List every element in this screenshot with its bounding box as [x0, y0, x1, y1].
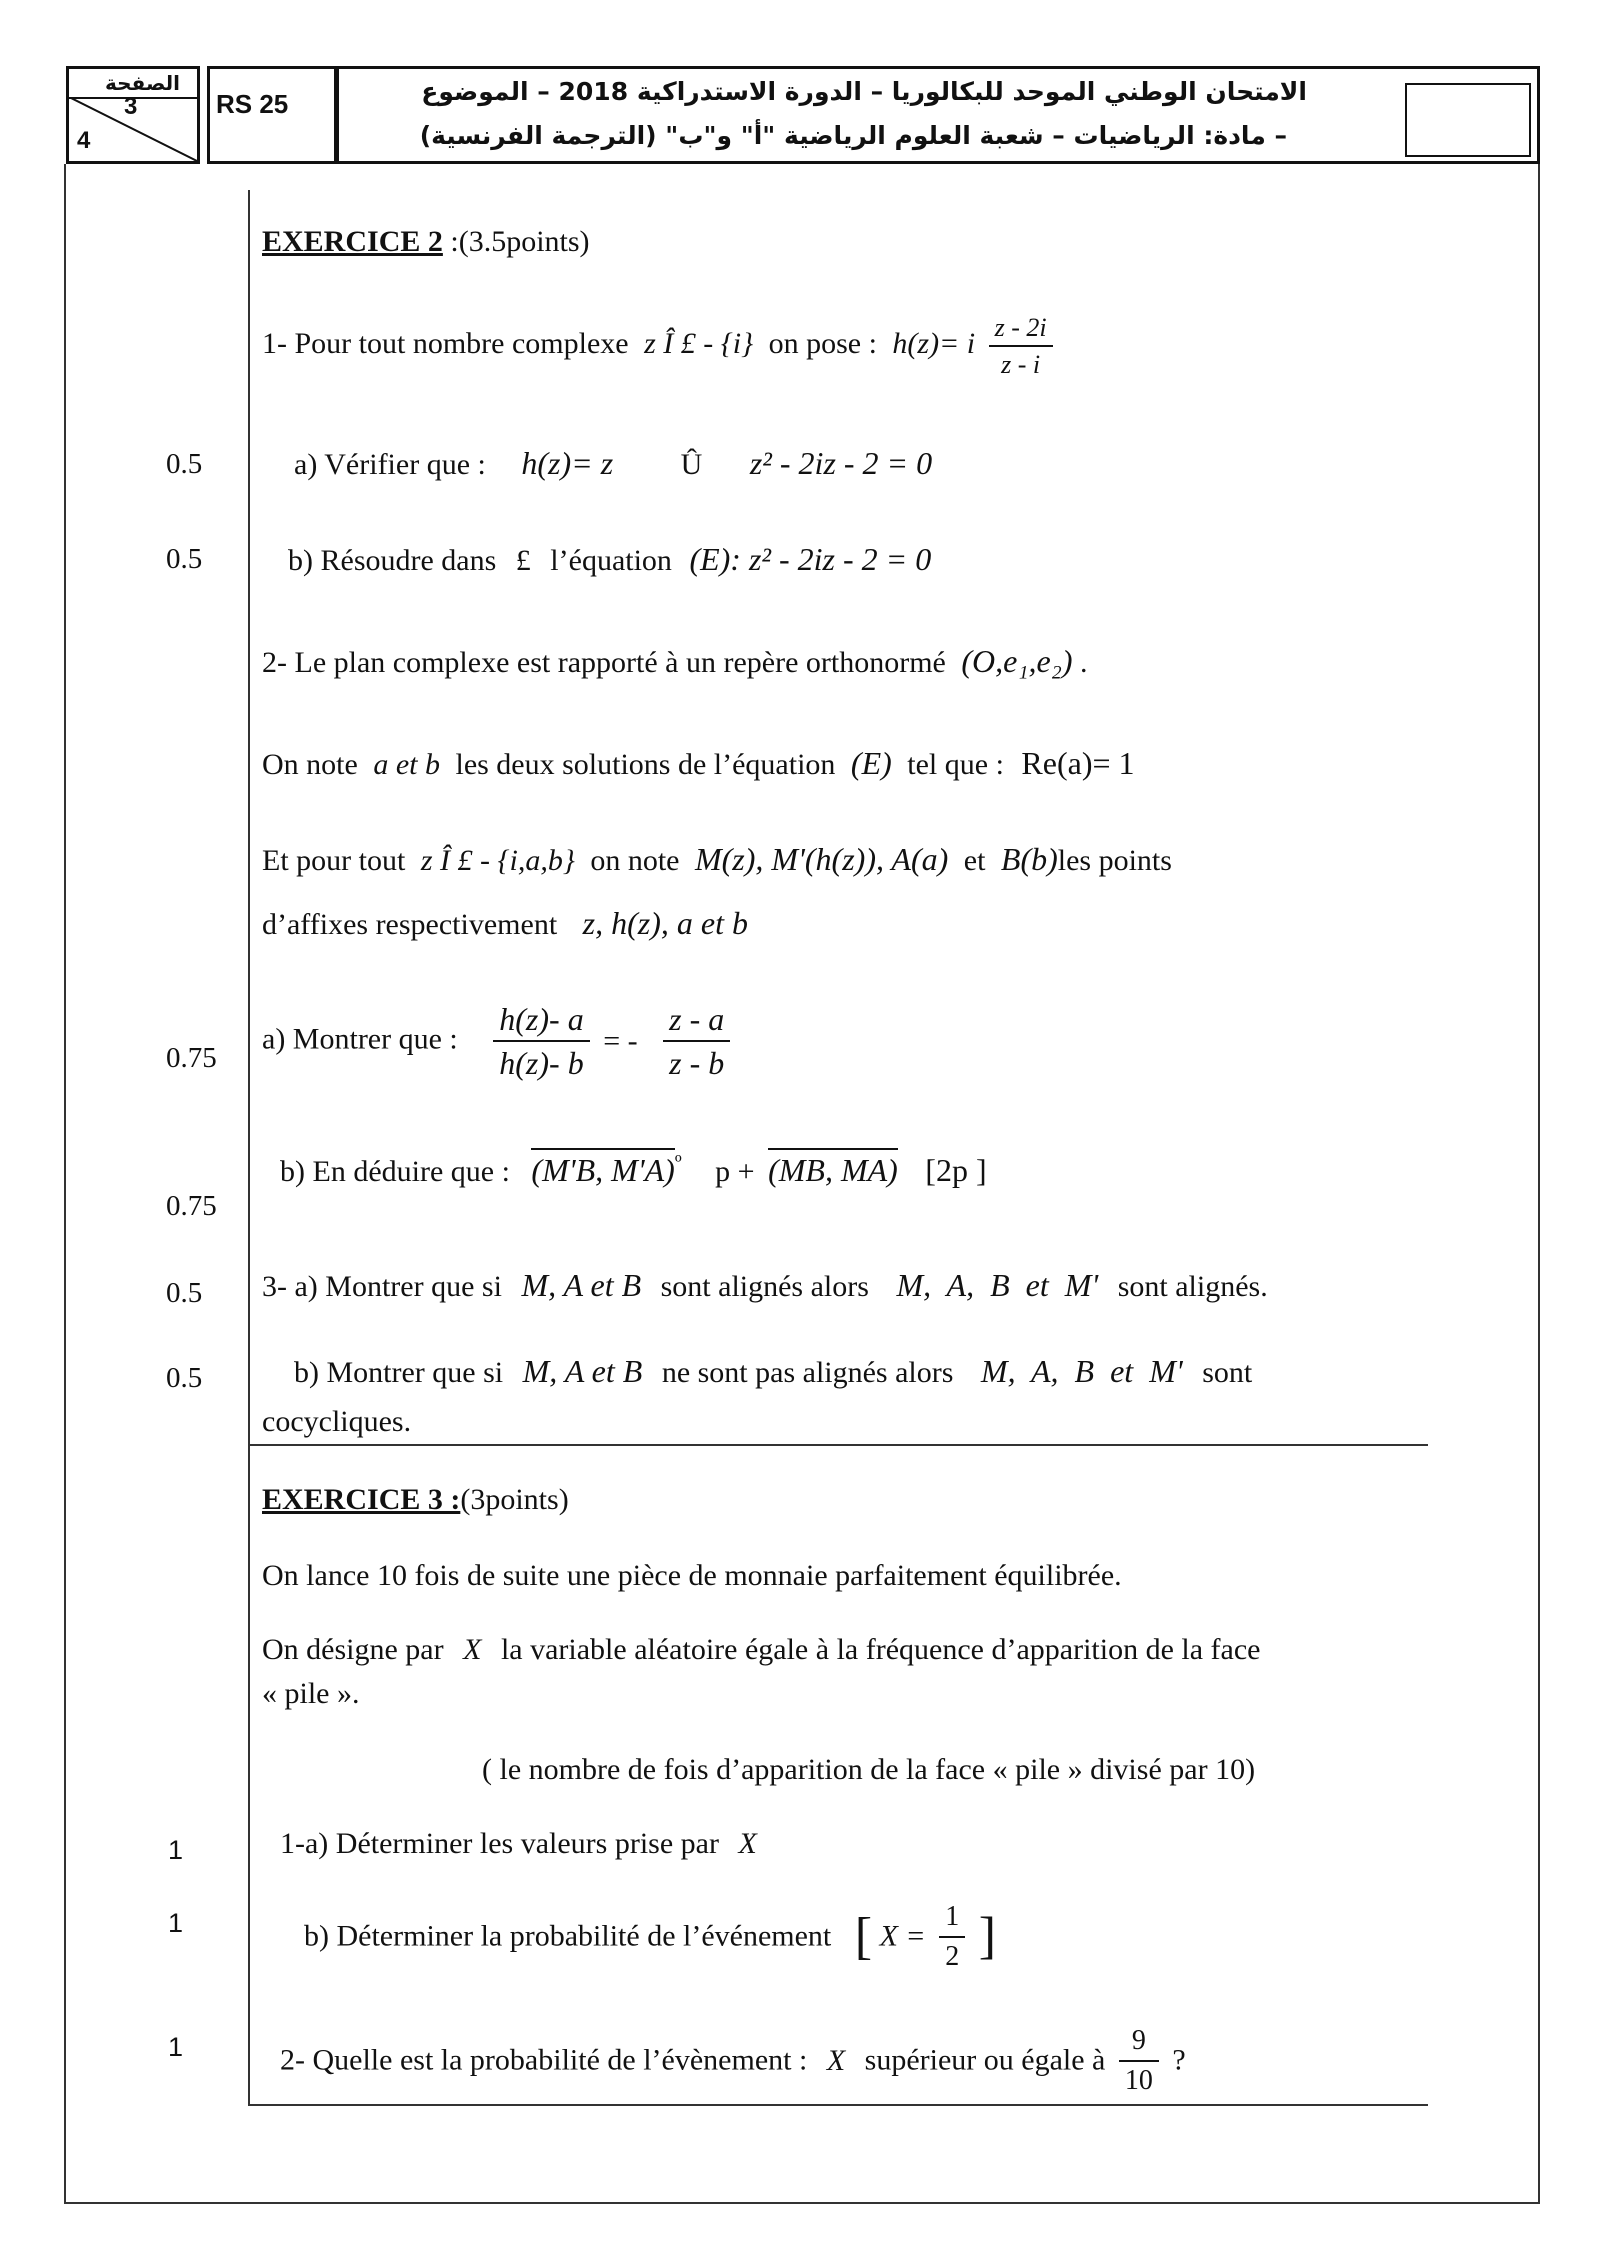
q3a-m1: M, A et B [521, 1267, 642, 1303]
q3a-text3: sont alignés. [1117, 1270, 1268, 1303]
score-3b: 0.5 [166, 1362, 203, 1394]
ex3-q1b-X: X = [879, 1919, 926, 1953]
score-ex3-1a: 1 [168, 1835, 184, 1865]
ex3-q1a [280, 1826, 757, 1862]
q2a-eq: = - [603, 1024, 638, 1058]
ex3-p1: On lance 10 fois de suite une pièce de monnaie parfaitement équilibrée. [262, 1559, 1122, 1592]
q3b-text1: b) Montrer que si [294, 1356, 504, 1389]
ex3-q1a-X: X [738, 1827, 757, 1860]
q2a-den1: h(z)- b [499, 1045, 584, 1082]
q1-den: z - i [1001, 350, 1041, 380]
ex3-p2b: la variable aléatoire égale à la fréquence d’apparition de la face [500, 1633, 1261, 1666]
q2-B: B(b) [1000, 841, 1058, 877]
ex3-q1a-text: 1-a) Déterminer les valeurs prise par [280, 1827, 719, 1860]
q2-affixes: d’affixes respectivement [262, 908, 558, 941]
q1a-eq1: h(z)= z [521, 445, 614, 481]
q1-hz: h(z)= i [892, 327, 976, 361]
ex3-p2a: On désigne par [262, 1633, 444, 1666]
q3a-text1: 3- a) Montrer que si [262, 1270, 502, 1303]
title-box [336, 66, 1540, 164]
ex3-q1b-text: b) Déterminer la probabilité de l’événement [304, 1919, 832, 1953]
ex3-q2-X: X [826, 2043, 846, 2077]
exam-code: RS 25 [216, 89, 289, 119]
ex2-q2 [262, 642, 1087, 681]
bottom-rule [248, 2104, 1428, 2106]
q2-affixes-vals: z, h(z), a et b [582, 905, 748, 941]
q2-pour: Et pour tout [262, 844, 406, 877]
ex3-q1b-bracket-left: [ [854, 1907, 873, 1965]
ex3-title: EXERCICE 3 : [262, 1483, 461, 1516]
ex2-q3b-cont: cocycliques. [262, 1405, 412, 1438]
q2-note2: les deux solutions de l’équation [455, 748, 836, 781]
q1a-label: a) Vérifier que : [294, 448, 486, 481]
q2-note3: tel que : [907, 748, 1004, 781]
q1-set: z Î £ - {i} [644, 327, 754, 361]
exercise-divider [248, 1444, 1428, 1446]
q1a-equiv: Û [680, 448, 703, 481]
ex3-points: (3points) [460, 1483, 569, 1516]
ex2-q2-note [262, 744, 1135, 783]
q3b-text3: sont [1202, 1356, 1253, 1389]
q2-E: (E) [850, 745, 892, 781]
q1-fraction [989, 312, 1053, 380]
score-1a: 0.5 [166, 448, 203, 480]
ex2-q1b [288, 540, 931, 579]
q1b-C: £ [515, 544, 531, 577]
ex3-q1b-fraction [939, 1900, 965, 1973]
ex3-q2-text: 2- Quelle est la probabilité de l’évènement : [280, 2043, 808, 2077]
page-total: 4 [77, 127, 91, 154]
ex3-q1b [304, 1900, 996, 1973]
score-2a: 0.75 [166, 1042, 217, 1074]
score-3a: 0.5 [166, 1277, 203, 1309]
q1-text: 1- Pour tout nombre complexe [262, 327, 629, 361]
ex3-p2 [262, 1632, 1260, 1668]
q2a-num1: h(z)- a [493, 1000, 589, 1042]
q2-et: et [963, 844, 986, 877]
q2-frame: (O,e₁,e₂) [961, 643, 1073, 679]
q3b-text2: ne sont pas alignés alors [661, 1356, 954, 1389]
ex3-p2X: X [463, 1633, 482, 1666]
q3b-m2: M, A, B et M' [980, 1353, 1183, 1389]
ex3-q2-end: ? [1172, 2043, 1186, 2077]
q2-text: 2- Le plan complexe est rapporté à un repère orthonormé [262, 646, 946, 679]
header-line2: – مادة: الرياضيات – شعبة العلوم الرياضية "أ" و"ب" (الترجمة الفرنسية) [419, 121, 1287, 150]
ex2-q3b [294, 1352, 1252, 1391]
q2-onnote: on note [590, 844, 680, 877]
ex3-q1b-den: 2 [945, 1940, 960, 1972]
score-2b: 0.75 [166, 1190, 217, 1222]
q2a-num2: z - a [663, 1000, 730, 1042]
ex3-p3: ( le nombre de fois d’apparition de la face « pile » divisé par 10) [482, 1753, 1256, 1786]
q3a-text2: sont alignés alors [660, 1270, 869, 1303]
q1b-eq: (E): z² - 2iz - 2 = 0 [689, 541, 932, 577]
q1b-text: l’équation [550, 544, 672, 577]
score-1b: 0.5 [166, 543, 203, 575]
q2b-pi: p + [715, 1155, 755, 1188]
q2b-label: b) En déduire que : [280, 1155, 510, 1188]
ex3-q2 [280, 2024, 1186, 2097]
q3b-m1: M, A et B [522, 1353, 643, 1389]
ex2-q2b [280, 1150, 987, 1190]
ex2-q2-affixes [262, 904, 748, 943]
q1a-eq2: z² - 2iz - 2 = 0 [749, 445, 933, 481]
ex3-heading [262, 1482, 569, 1518]
q2b-angle1: (M'B, M'A) [531, 1148, 674, 1188]
ex2-q2a [262, 1000, 736, 1083]
margin-line [248, 190, 250, 2105]
q2b-mod: [2p ] [925, 1152, 987, 1188]
code-box [207, 66, 337, 164]
q2-set: z Î £ - {i,a,b} [420, 844, 575, 877]
q2b-deg: º [674, 1150, 682, 1175]
q2-ab: a et b [373, 748, 440, 781]
ex3-q2-fraction [1119, 2024, 1159, 2097]
q2a-fraction2 [663, 1000, 730, 1083]
page-current: 3 [124, 93, 138, 120]
score-ex3-1b: 1 [168, 1908, 184, 1938]
q2a-label: a) Montrer que : [262, 1022, 458, 1056]
q1-num: z - 2i [989, 312, 1053, 347]
q1-pose: on pose : [768, 327, 877, 361]
ex2-q1a [294, 444, 932, 483]
q2a-fraction1 [493, 1000, 589, 1083]
q2b-angle2: (MB, MA) [768, 1148, 898, 1188]
ex2-q2-pour [262, 840, 1172, 879]
ex3-q2-num: 9 [1119, 2024, 1159, 2062]
page-label: الصفحة [105, 71, 181, 95]
q1b-label: b) Résoudre dans [288, 544, 497, 577]
header-line1: الامتحان الوطني الموحد للبكالوريا – الدورة الاستدراكية 2018 – الموضوع [421, 77, 1307, 106]
q2-lespoints: les points [1057, 844, 1172, 877]
q3a-m2: M, A, B et M' [896, 1267, 1099, 1303]
q2-end: . [1079, 646, 1088, 679]
ex3-q2-den: 10 [1124, 2064, 1153, 2096]
ex2-heading [262, 224, 590, 260]
ex2-q3a [262, 1266, 1268, 1305]
q2a-den2: z - b [669, 1045, 725, 1082]
score-ex3-2: 1 [168, 2032, 184, 2062]
q2-points: M(z), M'(h(z)), A(a) [694, 841, 949, 877]
ex3-p2c: « pile ». [262, 1677, 360, 1710]
ex3-q1b-num: 1 [939, 1900, 965, 1938]
ex2-points: :(3.5points) [442, 225, 590, 258]
blank-box [1405, 83, 1531, 157]
ex3-q1b-bracket-right: ] [978, 1907, 997, 1965]
q2-re: Re(a)= 1 [1021, 745, 1135, 781]
ex3-q2-b: supérieur ou égale à [864, 2043, 1106, 2077]
page-number-box [66, 66, 200, 164]
ex2-title: EXERCICE 2 [262, 225, 443, 258]
ex2-q1 [262, 312, 1059, 380]
q2-note1: On note [262, 748, 358, 781]
